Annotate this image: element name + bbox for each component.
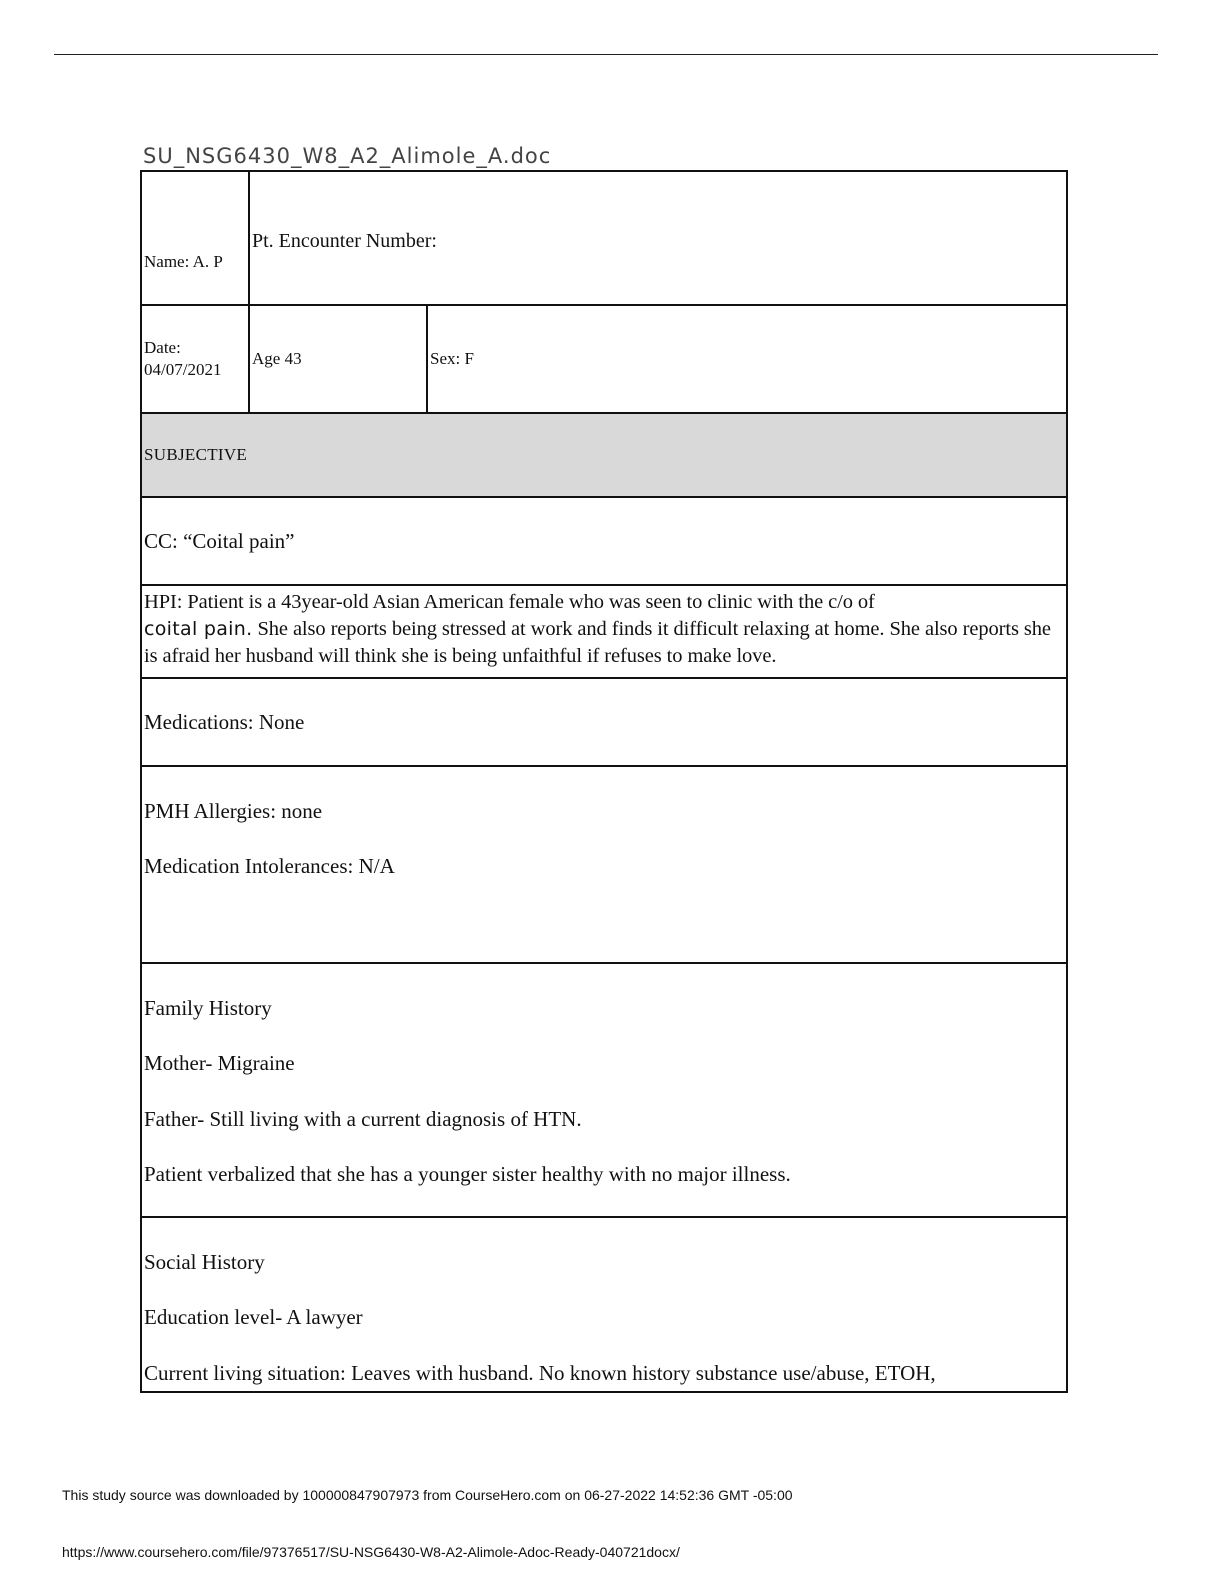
encounter-number: Pt. Encounter Number: [248,172,1066,304]
family-history-cell [142,964,1066,1216]
patient-age: Age 43 [248,306,426,412]
social-history-heading: Social History [144,1250,265,1274]
hpi-part1: HPI: Patient is a 43year-old Asian American female who was seen to clinic with the c/o of [144,591,875,613]
subjective-header-row [142,414,1066,498]
hpi-row [142,586,1066,679]
medications-row [142,679,1066,767]
family-mother: Mother- Migraine [144,1051,295,1076]
patient-name: Name: A. P [144,252,223,272]
download-source-note: This study source was downloaded by 100000847907973 from CourseHero.com on 06-27-2022 14:52:36 GMT -05:00 [62,1487,793,1503]
patient-sex: Sex: F [426,306,1066,412]
medications: Medications: None [144,709,305,734]
visit-date [142,306,248,412]
chief-complaint-row [142,498,1066,586]
source-url[interactable]: https://www.coursehero.com/file/97376517/SU-NSG6430-W8-A2-Alimole-Adoc-Ready-040721docx/ [62,1544,680,1560]
medication-intolerances: Medication Intolerances: N/A [144,854,395,879]
family-father: Father- Still living with a current diagnosis of HTN. [144,1106,582,1131]
pmh-allergies: PMH Allergies: none [144,799,323,823]
pmh-cell [142,767,1066,962]
document-title: SU_NSG6430_W8_A2_Alimole_A.doc [143,144,552,168]
chief-complaint: CC: “Coital pain” [144,528,295,553]
social-education: Education level- A lawyer [144,1305,363,1330]
social-history-row [142,1218,1066,1391]
family-history-row [142,964,1066,1218]
name-row [142,172,1066,306]
hpi-text [142,586,1066,677]
date-value: 04/07/2021 [144,360,222,379]
family-history-heading: Family History [144,996,272,1020]
social-history-cell [142,1218,1066,1391]
hpi-highlight: coital pain. [144,618,253,640]
demographics-row [142,306,1066,414]
family-sibling: Patient verbalized that she has a younger sister healthy with no major illness. [144,1162,791,1187]
date-label: Date: [144,337,181,357]
subjective-heading: SUBJECTIVE [144,444,248,464]
pmh-row [142,767,1066,964]
hpi-part2: She also reports being stressed at work and finds it difficult relaxing at home. She also reports she is afraid her husband will think she is being unfaithful if refuses to make love. [144,618,1051,667]
patient-form-table [140,170,1068,1393]
top-divider [54,54,1158,55]
social-living: Current living situation: Leaves with husband. No known history substance use/abuse, ETOH, [144,1360,936,1385]
